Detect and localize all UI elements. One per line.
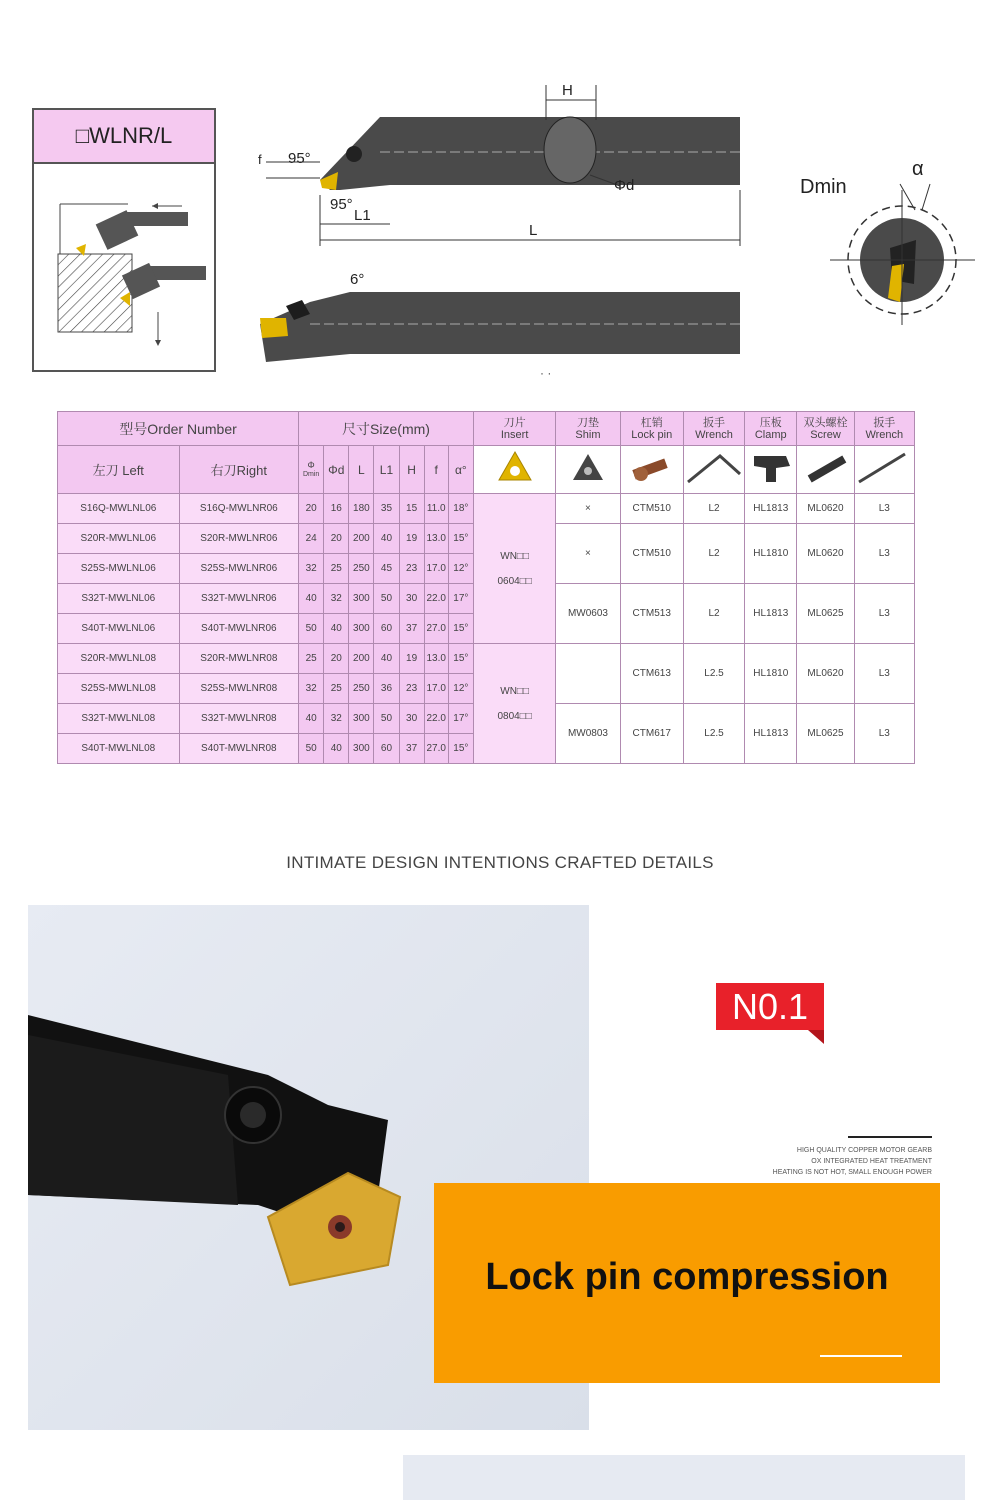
- acc-wrench-cell: L2.5: [683, 704, 744, 764]
- table-row: [58, 494, 915, 524]
- right-model-cell: S32T-MWLNR06: [179, 584, 299, 614]
- acc-wrench2-cell: L3: [854, 494, 914, 524]
- size-L1-cell: 50: [374, 704, 399, 734]
- size-H-cell: 30: [399, 584, 424, 614]
- wrench-image: [683, 446, 744, 494]
- insert-code-cell: [473, 494, 555, 644]
- size-d-cell: 32: [324, 584, 349, 614]
- feature-line: HIGH QUALITY COPPER MOTOR GEARB: [796, 1147, 932, 1154]
- acc-wrench2-cell: L3: [854, 704, 914, 764]
- size-dmin-cell: 24: [299, 524, 324, 554]
- size-d-cell: 32: [324, 704, 349, 734]
- right-model-cell: S25S-MWLNR08: [179, 674, 299, 704]
- size-H-cell: 23: [399, 674, 424, 704]
- acc-screw-cell: ML0620: [797, 644, 854, 704]
- right-model-cell: S32T-MWLNR08: [179, 704, 299, 734]
- acc-screw-cell: ML0620: [797, 494, 854, 524]
- feature-text: [700, 1145, 932, 1178]
- left-model-cell: S25S-MWLNL08: [58, 674, 180, 704]
- size-a-cell: 17°: [448, 704, 473, 734]
- size-f-cell: 22.0: [424, 584, 448, 614]
- wrench2-image: [854, 446, 914, 494]
- phid-header: Φd: [324, 446, 349, 494]
- end-view-diagram: [830, 180, 980, 330]
- acc-clamp-cell: HL1810: [745, 524, 797, 584]
- lock-pin-icon: [627, 448, 677, 488]
- section-heading: INTIMATE DESIGN INTENTIONS CRAFTED DETAILS: [286, 853, 714, 872]
- left-model-cell: S32T-MWLNL08: [58, 704, 180, 734]
- size-a-cell: 15°: [448, 614, 473, 644]
- left-model-cell: S20R-MWLNL08: [58, 644, 180, 674]
- right-header: 右刀Right: [179, 446, 299, 494]
- size-a-cell: 15°: [448, 524, 473, 554]
- acc-wrench-cell: L2: [683, 494, 744, 524]
- wrench-header: 扳手 Wrench: [683, 412, 744, 446]
- acc-shim-cell: MW0603: [556, 584, 620, 644]
- dim-angle-bottom: 95°: [330, 196, 353, 213]
- dim-angle-top: 95°: [288, 150, 311, 167]
- wrench2-header: 扳手 Wrench: [854, 412, 914, 446]
- acc-wrench2-cell: L3: [854, 584, 914, 644]
- insert-image: [473, 446, 555, 494]
- size-L1-cell: 36: [374, 674, 399, 704]
- screw-image: [797, 446, 854, 494]
- screw-icon: [801, 448, 851, 488]
- size-dmin-cell: 40: [299, 704, 324, 734]
- size-L1-cell: 45: [374, 554, 399, 584]
- left-model-cell: S25S-MWLNL06: [58, 554, 180, 584]
- table-row: [58, 644, 915, 674]
- acc-clamp-cell: HL1813: [745, 584, 797, 644]
- dim-d-label: Φd: [614, 177, 635, 194]
- size-L-cell: 250: [349, 674, 374, 704]
- size-H-cell: 15: [399, 494, 424, 524]
- acc-shim-cell: [556, 644, 620, 704]
- wrench-icon: [684, 448, 744, 488]
- stray-dots: · ·: [540, 366, 552, 380]
- size-d-cell: 40: [324, 614, 349, 644]
- dim-l1-label: L1: [354, 207, 371, 224]
- feature-line: HEATING IS NOT HOT, SMALL ENOUGH POWER: [772, 1169, 932, 1176]
- right-model-cell: S20R-MWLNR06: [179, 524, 299, 554]
- h-header: H: [399, 446, 424, 494]
- acc-clamp-cell: HL1813: [745, 704, 797, 764]
- dmin-header: Φ Dmin: [299, 446, 324, 494]
- size-H-cell: 23: [399, 554, 424, 584]
- acc-shim-cell: ×: [556, 494, 620, 524]
- dim-l-label: L: [529, 222, 538, 239]
- dim-h-label: H: [562, 82, 573, 99]
- acc-lock_pin-cell: CTM510: [620, 524, 683, 584]
- wrench2-icon: [855, 448, 915, 488]
- size-H-cell: 19: [399, 644, 424, 674]
- right-model-cell: S40T-MWLNR06: [179, 614, 299, 644]
- lock-pin-header: 杠销 Lock pin: [620, 412, 683, 446]
- left-model-cell: S40T-MWLNL08: [58, 734, 180, 764]
- tool-type-box: [32, 108, 216, 372]
- lock-pin-image: [620, 446, 683, 494]
- size-dmin-cell: 50: [299, 734, 324, 764]
- dim-f-label: f: [258, 152, 262, 167]
- size-dmin-cell: 40: [299, 584, 324, 614]
- acc-shim-cell: MW0803: [556, 704, 620, 764]
- size-L1-cell: 35: [374, 494, 399, 524]
- size-d-cell: 25: [324, 674, 349, 704]
- size-dmin-cell: 50: [299, 614, 324, 644]
- size-d-cell: 20: [324, 524, 349, 554]
- acc-wrench-cell: L2: [683, 584, 744, 644]
- size-f-cell: 17.0: [424, 674, 448, 704]
- insert-code-line: WN□□: [500, 550, 529, 562]
- size-f-cell: 27.0: [424, 614, 448, 644]
- spec-table: [57, 411, 915, 764]
- acc-screw-cell: ML0625: [797, 584, 854, 644]
- next-section-panel: [403, 1455, 965, 1500]
- side-view-bar: [260, 292, 740, 362]
- insert-header: 刀片 Insert: [473, 412, 555, 446]
- acc-shim-cell: ×: [556, 524, 620, 584]
- shim-icon: [568, 448, 608, 488]
- l-header: L: [349, 446, 374, 494]
- acc-screw-cell: ML0620: [797, 524, 854, 584]
- size-a-cell: 12°: [448, 554, 473, 584]
- f-header: f: [424, 446, 448, 494]
- alpha-header: α°: [448, 446, 473, 494]
- size-dmin-cell: 32: [299, 674, 324, 704]
- clamp-image: [745, 446, 797, 494]
- tool-drawing: [250, 80, 750, 380]
- acc-lock_pin-cell: CTM617: [620, 704, 683, 764]
- size-L1-cell: 60: [374, 734, 399, 764]
- size-f-cell: 27.0: [424, 734, 448, 764]
- acc-clamp-cell: HL1810: [745, 644, 797, 704]
- size-L-cell: 300: [349, 704, 374, 734]
- feature-title: Lock pin compression: [485, 1256, 889, 1298]
- right-model-cell: S16Q-MWLNR06: [179, 494, 299, 524]
- size-a-cell: 17°: [448, 584, 473, 614]
- order-number-header: 型号Order Number: [58, 412, 299, 446]
- size-L-cell: 300: [349, 614, 374, 644]
- size-d-cell: 16: [324, 494, 349, 524]
- size-d-cell: 25: [324, 554, 349, 584]
- feature-line: OX INTEGRATED HEAT TREATMENT: [811, 1158, 932, 1165]
- size-H-cell: 30: [399, 704, 424, 734]
- size-a-cell: 18°: [448, 494, 473, 524]
- left-model-cell: S16Q-MWLNL06: [58, 494, 180, 524]
- acc-wrench2-cell: L3: [854, 524, 914, 584]
- size-a-cell: 15°: [448, 644, 473, 674]
- acc-lock_pin-cell: CTM510: [620, 494, 683, 524]
- right-model-cell: S20R-MWLNR08: [179, 644, 299, 674]
- left-header: 左刀 Left: [58, 446, 180, 494]
- size-a-cell: 15°: [448, 734, 473, 764]
- size-f-cell: 13.0: [424, 644, 448, 674]
- right-model-cell: S25S-MWLNR06: [179, 554, 299, 584]
- size-L-cell: 200: [349, 524, 374, 554]
- title-underline: [820, 1355, 902, 1357]
- insert-icon: [495, 448, 535, 488]
- size-L-cell: 250: [349, 554, 374, 584]
- size-header: 尺寸Size(mm): [299, 412, 474, 446]
- spec-table-body: [58, 494, 915, 764]
- acc-wrench-cell: L2: [683, 524, 744, 584]
- acc-lock_pin-cell: CTM613: [620, 644, 683, 704]
- size-dmin-cell: 25: [299, 644, 324, 674]
- dmin-label: Dmin: [800, 176, 847, 198]
- insert-code-line: 0804□□: [497, 710, 532, 722]
- shim-header: 刀垫 Shim: [556, 412, 620, 446]
- acc-clamp-cell: HL1813: [745, 494, 797, 524]
- insert-code-line: WN□□: [500, 685, 529, 697]
- acc-wrench2-cell: L3: [854, 644, 914, 704]
- number-badge: N0.1: [716, 983, 824, 1030]
- size-d-cell: 40: [324, 734, 349, 764]
- left-model-cell: S32T-MWLNL06: [58, 584, 180, 614]
- feature-divider: [848, 1136, 932, 1138]
- acc-lock_pin-cell: CTM513: [620, 584, 683, 644]
- size-f-cell: 17.0: [424, 554, 448, 584]
- size-d-cell: 20: [324, 644, 349, 674]
- insert-code-line: 0604□□: [497, 575, 532, 587]
- size-L1-cell: 60: [374, 614, 399, 644]
- size-L-cell: 180: [349, 494, 374, 524]
- size-L-cell: 300: [349, 584, 374, 614]
- size-L-cell: 200: [349, 644, 374, 674]
- size-L-cell: 300: [349, 734, 374, 764]
- top-view-bar: [320, 117, 740, 190]
- clamp-header: 压板 Clamp: [745, 412, 797, 446]
- right-model-cell: S40T-MWLNR08: [179, 734, 299, 764]
- size-H-cell: 37: [399, 734, 424, 764]
- number-badge-tail: [808, 1030, 824, 1044]
- alpha-label: α: [912, 158, 924, 180]
- tool-type-label: □WLNR/L: [34, 110, 214, 164]
- l1-header: L1: [374, 446, 399, 494]
- size-L1-cell: 50: [374, 584, 399, 614]
- size-dmin-cell: 20: [299, 494, 324, 524]
- boring-application-diagram: [34, 164, 214, 372]
- left-model-cell: S40T-MWLNL06: [58, 614, 180, 644]
- size-f-cell: 22.0: [424, 704, 448, 734]
- screw-header: 双头螺栓 Screw: [797, 412, 854, 446]
- acc-screw-cell: ML0625: [797, 704, 854, 764]
- size-L1-cell: 40: [374, 524, 399, 554]
- size-f-cell: 11.0: [424, 494, 448, 524]
- acc-wrench-cell: L2.5: [683, 644, 744, 704]
- size-H-cell: 37: [399, 614, 424, 644]
- left-model-cell: S20R-MWLNL06: [58, 524, 180, 554]
- size-a-cell: 12°: [448, 674, 473, 704]
- size-f-cell: 13.0: [424, 524, 448, 554]
- shim-image: [556, 446, 620, 494]
- size-H-cell: 19: [399, 524, 424, 554]
- dim-angle-side: 6°: [350, 271, 365, 288]
- size-dmin-cell: 32: [299, 554, 324, 584]
- clamp-icon: [746, 448, 796, 488]
- insert-code-cell: [473, 644, 555, 764]
- size-L1-cell: 40: [374, 644, 399, 674]
